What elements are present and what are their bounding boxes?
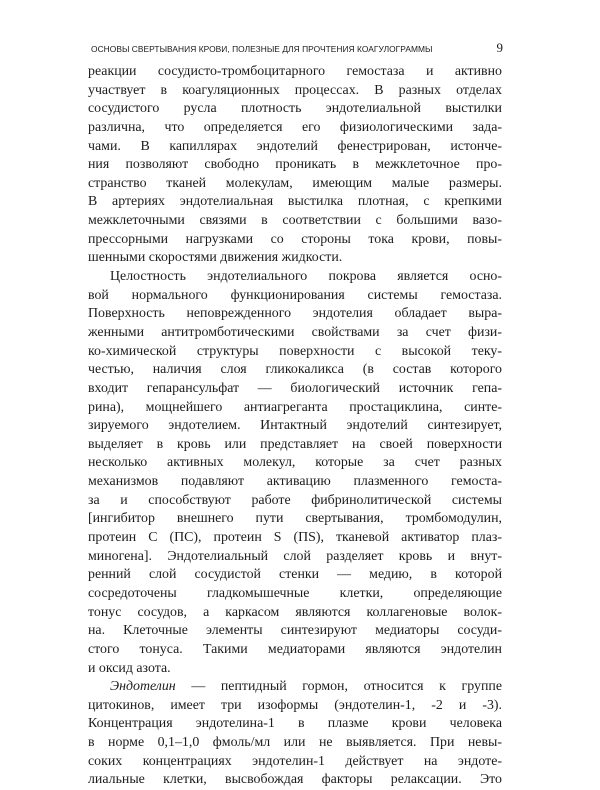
body-text [88, 63, 502, 790]
text-line: тонус сосудов, а каркасом являются коллагеновые волок- [88, 604, 502, 620]
text-line: ренний слой сосудистой стенки — медию, в которой [88, 567, 502, 583]
text-line: лиальные клетки, высвобождая факторы релаксации. Это [88, 772, 502, 788]
text-line: ко-химической структуры поверхности с высокой теку- [88, 343, 502, 359]
running-title: ОСНОВЫ СВЕРТЫВАНИЯ КРОВИ, ПОЛЕЗНЫЕ ДЛЯ ПРОЧТЕНИЯ КОАГУЛОГРАММЫ [91, 44, 433, 54]
text-line: механизмов подавляют активацию плазменного гемоста- [88, 474, 502, 490]
text-line: реакции сосудисто-тромбоцитарного гемостаза и активно [88, 64, 502, 79]
text-line: соких концентрациях эндотелин-1 действует на эндоте- [88, 753, 502, 769]
text-line: миногена]. Эндотелиальный слой разделяет кровь и внут- [88, 548, 502, 564]
text-line: зируемого эндотелием. Интактный эндотелий синтезирует, [88, 418, 502, 434]
text-line: выделяет в кровь или представляет на своей поверхности [88, 436, 502, 452]
paragraph [88, 268, 502, 678]
paragraph [88, 63, 502, 268]
text-line: шенными скоростями движения жидкости. [88, 250, 343, 266]
text-line: чами. В капиллярах эндотелий фенестрирован, истонче- [88, 138, 502, 154]
text-line: несколько активных молекул, которые за счет разных [88, 455, 502, 471]
italic-term: Эндотелин [110, 679, 176, 695]
text-line: на. Клеточные элементы синтезируют медиаторы сосуди- [88, 623, 502, 639]
text-line: за и способствуют работе фибринолитической системы [88, 492, 502, 508]
text-line: Целостность эндотелиального покрова является осно- [110, 269, 502, 285]
text-line: участвует в коагуляционных процессах. В разных отделах [88, 82, 502, 98]
text-line: различна, что определяется его физиологическими зада- [88, 119, 502, 135]
text-line: стого тонуса. Такими медиаторами являются эндотелин [88, 641, 502, 657]
text-line: в норме 0,1–1,0 фмоль/мл или не выявляется. При невы- [88, 735, 502, 751]
text-line: протеин C (ПС), протеин S (ПS), тканевой активатор плаз- [88, 530, 502, 546]
text-line: Поверхность неповрежденного эндотелия обладает выра- [88, 306, 502, 322]
text-fragment: — пептидный гормон, относится к группе [175, 679, 502, 695]
running-head [91, 40, 503, 56]
text-line: сосудистого русла плотность эндотелиальной выстилки [88, 101, 502, 117]
text-line: входит гепарансульфат — биологический источник гепа- [88, 380, 502, 396]
text-line: [ингибитор внешнего пути свертывания, тромбомодулин, [88, 511, 502, 527]
text-line: межклеточными связями в соответствии с большими вазо- [88, 213, 502, 229]
text-line: ния позволяют свободно проникать в межклеточное про- [88, 157, 502, 173]
text-line: Концентрация эндотелина-1 в плазме крови человека [88, 716, 502, 732]
text-line: вой нормального функционирования системы гемостаза. [88, 287, 502, 303]
text-line [88, 678, 502, 697]
text-line: рина), мощнейшего антиагреганта простациклина, синте- [88, 399, 502, 415]
text-line: честью, наличия слоя гликокаликса (в состав которого [88, 362, 502, 378]
text-line: сосредоточены гладкомышечные клетки, определяющие [88, 585, 502, 601]
text-line: странство тканей молекулам, имеющим малые размеры. [88, 175, 502, 191]
paragraph [88, 678, 502, 790]
text-line: прессорными нагрузками со стороны тока крови, повы- [88, 231, 502, 247]
text-line: цитокинов, имеет три изоформы (эндотелин-1, -2 и -3). [88, 697, 502, 713]
text-line: и оксид азота. [88, 660, 171, 676]
text-line: женными антитромботическими свойствами за счет физи- [88, 324, 502, 340]
page-number: 9 [496, 40, 503, 55]
text-line: В артериях эндотелиальная выстилка плотная, с крепкими [88, 194, 502, 210]
